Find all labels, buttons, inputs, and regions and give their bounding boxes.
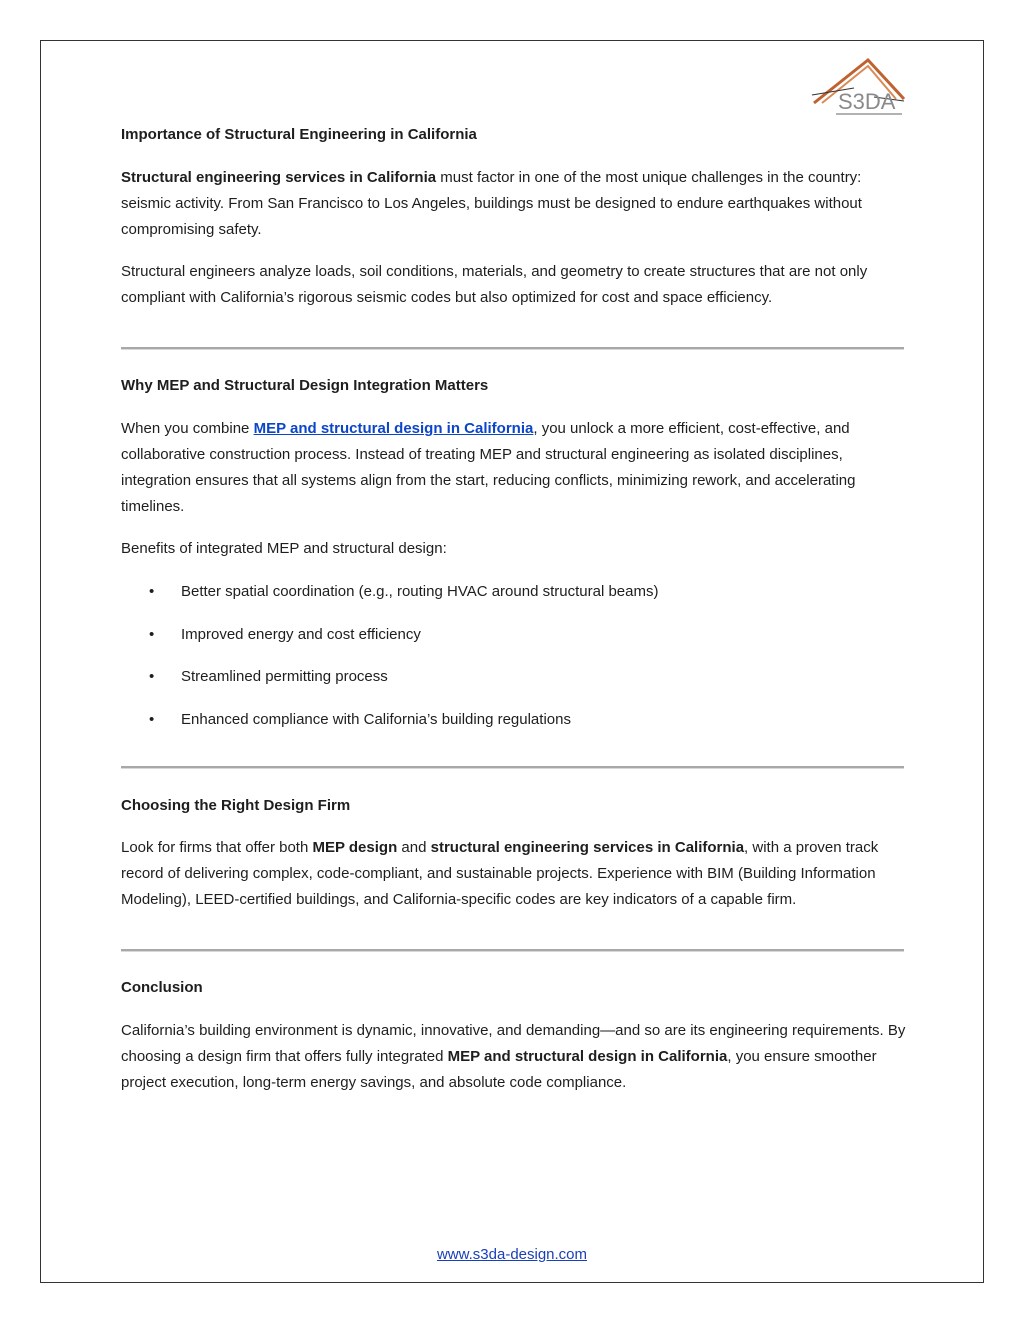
- section-divider: [121, 766, 904, 769]
- bullet-icon: •: [149, 668, 155, 685]
- paragraph-importance-1: [121, 165, 906, 243]
- paragraph-text: , you ensure smoother project execution, long-term energy savings, and absolute code compliance.: [121, 1048, 877, 1091]
- section-heading-choosing: Choosing the Right Design Firm: [121, 797, 351, 814]
- paragraph-importance-2: Structural engineers analyze loads, soil conditions, materials, and geometry to create structures that are not only compliant with California’s rigorous seismic codes but also optimized for cost and space efficiency.: [121, 263, 868, 306]
- section-divider: [121, 949, 904, 952]
- section-heading-integration: Why MEP and Structural Design Integration Matters: [121, 377, 489, 394]
- list-item-text: Enhanced compliance with California’s building regulations: [181, 711, 571, 728]
- benefits-intro: Benefits of integrated MEP and structural design:: [121, 540, 447, 557]
- document-body: [121, 122, 906, 1096]
- bold-structural-services: structural engineering services in California: [430, 839, 745, 856]
- section-divider: [121, 347, 904, 350]
- paragraph-text: Look for firms that offer both: [121, 839, 313, 856]
- list-item: [121, 707, 906, 733]
- mep-structural-link[interactable]: MEP and structural design in California: [253, 420, 534, 437]
- list-item: [121, 622, 906, 648]
- logo-text: S3DA: [838, 89, 896, 114]
- list-item-text: Streamlined permitting process: [181, 668, 388, 685]
- paragraph-choosing: [121, 835, 906, 913]
- paragraph-text: When you combine: [121, 420, 254, 437]
- benefits-list: [121, 579, 906, 733]
- paragraph-text: and: [397, 839, 431, 856]
- s3da-logo-mark: [808, 57, 908, 121]
- paragraph-integration: [121, 416, 906, 520]
- paragraph-text: , you unlock a more efficient, cost-effective, and collaborative construction process. Instead of treating MEP and structural engineering as isolated disciplines, integration ensures that all systems align from the start, reducing conflicts, minimizing rework, and accelerating timelines.: [121, 420, 856, 515]
- section-heading-conclusion: Conclusion: [121, 979, 203, 996]
- section-heading-importance: Importance of Structural Engineering in California: [121, 126, 477, 143]
- list-item: [121, 579, 906, 605]
- paragraph-text: California’s building environment is dynamic, innovative, and demanding—and so are its engineering requirements. By choosing a design firm that offers fully integrated: [121, 1022, 906, 1065]
- list-item: [121, 664, 906, 690]
- s3da-logo: [808, 57, 908, 121]
- bullet-icon: •: [149, 626, 155, 643]
- bold-mep-design: MEP design: [312, 839, 398, 856]
- footer: [0, 1244, 1024, 1266]
- bold-structural-services: Structural engineering services in California: [121, 169, 437, 186]
- website-link[interactable]: www.s3da-design.com: [436, 1246, 588, 1263]
- list-item-text: Improved energy and cost efficiency: [181, 626, 421, 643]
- bullet-icon: •: [149, 583, 155, 600]
- list-item-text: Better spatial coordination (e.g., routing HVAC around structural beams): [181, 583, 659, 600]
- bullet-icon: •: [149, 711, 155, 728]
- bold-mep-structural: MEP and structural design in California: [447, 1048, 728, 1065]
- paragraph-conclusion: [121, 1018, 906, 1096]
- paragraph-text: , with a proven track record of delivering complex, code-compliant, and sustainable projects. Experience with BIM (Building Information Modeling), LEED-certified buildings, and California-specific codes are key indicators of a capable firm.: [121, 839, 879, 908]
- paragraph-text: must factor in one of the most unique challenges in the country: seismic activity. From San Francisco to Los Angeles, buildings must be designed to endure earthquakes without compromising safety.: [121, 169, 862, 238]
